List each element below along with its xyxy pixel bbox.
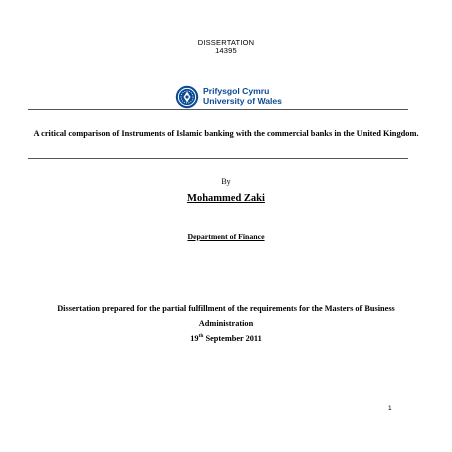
date-suffix: th bbox=[198, 333, 204, 339]
date-day: 19 bbox=[190, 333, 199, 343]
by-label: By bbox=[221, 177, 231, 186]
page-number: 1 bbox=[388, 405, 392, 412]
dissertation-number: 14395 bbox=[215, 46, 237, 55]
dissertation-purpose: Dissertation prepared for the partial fulfillment of the requirements for the Masters of Business Administration bbox=[57, 304, 395, 328]
top-rule bbox=[28, 109, 408, 110]
dissertation-label: DISSERTATION bbox=[197, 38, 255, 47]
submission-date bbox=[0, 333, 452, 343]
department-name: Department of Finance bbox=[187, 232, 265, 241]
author-name: Mohammed Zaki bbox=[187, 193, 265, 204]
university-logo bbox=[175, 84, 287, 110]
logo-welsh-name: Prifysgol Cymru bbox=[203, 86, 270, 96]
university-crest-icon bbox=[175, 85, 199, 109]
logo-english-name: University of Wales bbox=[203, 96, 282, 106]
bottom-rule bbox=[28, 158, 408, 159]
date-rest: September 2011 bbox=[203, 333, 262, 343]
dissertation-title: A critical comparison of Instruments of Islamic banking with the commercial banks in the United Kingdom. bbox=[33, 129, 419, 138]
